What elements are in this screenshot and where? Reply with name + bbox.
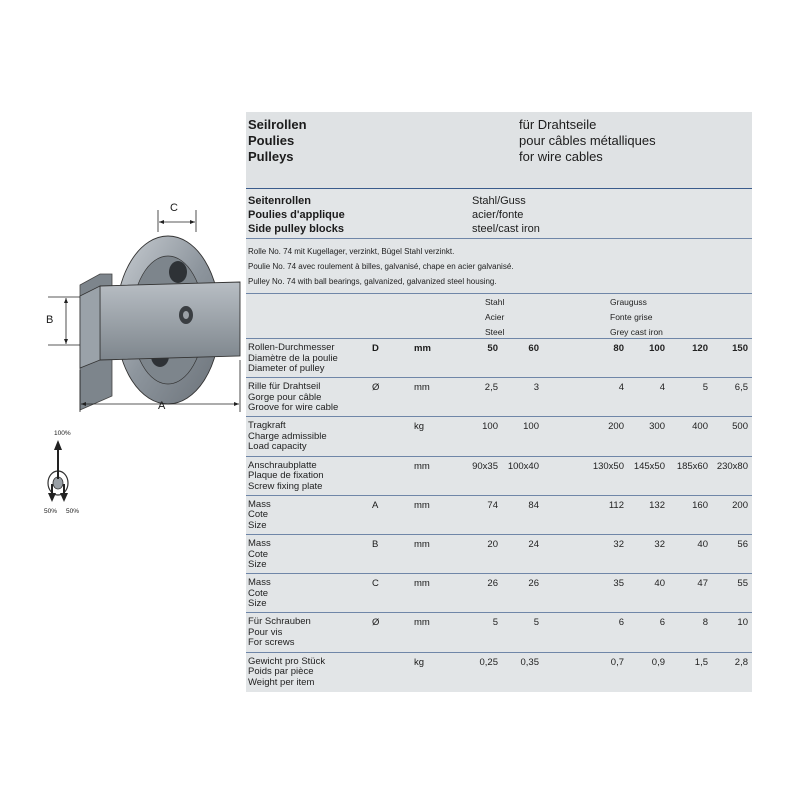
row-label-line: Rollen-Durchmesser xyxy=(248,342,335,353)
table-row xyxy=(246,575,752,614)
row-value: 55 xyxy=(737,578,748,590)
row-value: 6 xyxy=(659,617,665,629)
row-label-line: Size xyxy=(248,598,267,610)
row-symbol: D xyxy=(372,343,379,354)
row-value: 0,9 xyxy=(651,656,665,668)
rule xyxy=(246,456,752,457)
rule xyxy=(246,495,752,496)
row-label-line: Gewicht pro Stück xyxy=(248,655,326,667)
row-symbol: Ø xyxy=(372,617,380,629)
row-label-line: Diamètre de la poulie xyxy=(248,352,338,364)
row-value: 6,5 xyxy=(734,382,748,394)
group-steel: Stahl Acier Steel xyxy=(485,297,505,337)
row-unit: kg xyxy=(414,421,425,433)
row-value: 6 xyxy=(618,617,624,629)
row-value: 24 xyxy=(528,539,539,550)
row-value: 8 xyxy=(702,617,708,629)
row-value: 40 xyxy=(697,539,708,550)
row-value: 230x80 xyxy=(716,460,748,472)
row-value: 60 xyxy=(528,343,539,354)
row-value: 160 xyxy=(692,499,708,511)
rule xyxy=(246,573,752,574)
row-value: 145x50 xyxy=(633,460,665,472)
row-value: 500 xyxy=(732,421,748,433)
row-value: 35 xyxy=(613,578,624,590)
row-value: 80 xyxy=(613,343,624,354)
row-label xyxy=(248,343,388,375)
row-value: 1,5 xyxy=(694,656,708,668)
load-top-label: 100% xyxy=(54,430,71,437)
row-value: 150 xyxy=(732,343,748,354)
spec-table xyxy=(246,112,752,692)
row-value: 26 xyxy=(487,578,498,590)
title-de: Seilrollen xyxy=(248,117,307,132)
row-symbol: Ø xyxy=(372,382,380,394)
header-band xyxy=(246,112,752,189)
load-left-label: 50% xyxy=(44,508,58,515)
row-value: 40 xyxy=(654,578,665,590)
row-label-line: Für Schrauben xyxy=(248,616,311,628)
row-label-line: Cote xyxy=(248,587,269,599)
title-fr: Poulies xyxy=(248,133,295,148)
pulley-illustration xyxy=(0,0,245,560)
row-value: 100 xyxy=(482,421,498,433)
rule xyxy=(246,238,752,239)
row-label-line: Screw fixing plate xyxy=(248,480,323,492)
row-value: 20 xyxy=(487,539,498,550)
row-value: 4 xyxy=(659,382,665,394)
row-value: 32 xyxy=(654,539,665,550)
desc-fr: pour câbles métalliques xyxy=(519,133,656,148)
load-right-label: 50% xyxy=(66,508,80,515)
rule xyxy=(246,338,752,339)
mat-fr: acier/fonte xyxy=(472,209,524,221)
row-label-line: Anschraubplatte xyxy=(248,459,317,471)
rule xyxy=(246,534,752,535)
row-value: 100 xyxy=(523,421,539,433)
table-row xyxy=(246,458,752,497)
row-unit: mm xyxy=(414,578,430,590)
row-unit: mm xyxy=(414,382,430,394)
mat-en: steel/cast iron xyxy=(472,223,540,235)
row-unit: kg xyxy=(414,656,425,668)
row-value: 5 xyxy=(492,617,498,629)
row-symbol: B xyxy=(372,539,379,550)
row-value: 132 xyxy=(649,499,665,511)
row-label xyxy=(248,657,388,689)
rule xyxy=(246,293,752,294)
row-label-line: Plaque de fixation xyxy=(248,470,324,482)
table-row xyxy=(246,379,752,418)
row-value: 200 xyxy=(608,421,624,433)
row-label-line: Size xyxy=(248,559,267,570)
row-value: 0,35 xyxy=(520,656,539,668)
row-value: 400 xyxy=(692,421,708,433)
row-value: 0,7 xyxy=(610,656,624,668)
desc-de: für Drahtseile xyxy=(519,117,597,132)
table-row xyxy=(246,418,752,457)
row-value: 56 xyxy=(737,539,748,550)
row-label xyxy=(248,617,388,649)
row-label-line: Pour vis xyxy=(248,626,283,638)
rule xyxy=(246,377,752,378)
row-value: 47 xyxy=(697,578,708,590)
row-label xyxy=(248,578,388,610)
data-rows xyxy=(246,340,752,692)
row-value: 26 xyxy=(528,578,539,590)
table-row xyxy=(246,536,752,575)
row-value: 50 xyxy=(487,343,498,354)
note-fr: Poulie No. 74 avec roulement à billes, galvanisé, chape en acier galvanisé. xyxy=(248,262,514,271)
rule xyxy=(246,416,752,417)
row-label-line: Poids par pièce xyxy=(248,666,314,678)
row-value: 2,5 xyxy=(484,382,498,394)
row-label-line: Diameter of pulley xyxy=(248,363,325,374)
name-de: Seitenrollen xyxy=(248,195,311,207)
row-label-line: Cote xyxy=(248,548,269,560)
group-cast-iron: Grauguss Fonte grise Grey cast iron xyxy=(610,297,663,337)
table-row xyxy=(246,340,752,379)
row-value: 10 xyxy=(737,617,748,629)
notes xyxy=(248,244,514,289)
name-en: Side pulley blocks xyxy=(248,223,344,235)
row-value: 32 xyxy=(613,539,624,550)
row-label-line: Weight per item xyxy=(248,676,315,688)
row-value: 100x40 xyxy=(507,460,539,472)
row-value: 74 xyxy=(487,499,498,511)
row-unit: mm xyxy=(414,460,430,472)
name-fr: Poulies d'applique xyxy=(248,209,345,221)
dim-c-label: C xyxy=(170,202,178,214)
row-value: 112 xyxy=(608,499,624,511)
row-label xyxy=(248,500,388,532)
row-label-line: Load capacity xyxy=(248,441,307,453)
row-unit: mm xyxy=(414,539,430,550)
row-label-line: Gorge pour câble xyxy=(248,391,322,403)
row-label-line: Tragkraft xyxy=(248,420,286,432)
note-de: Rolle No. 74 mit Kugellager, verzinkt, Bügel Stahl verzinkt. xyxy=(248,247,455,256)
row-label-line: For screws xyxy=(248,637,295,649)
table-row xyxy=(246,497,752,536)
row-label xyxy=(248,382,388,414)
row-unit: mm xyxy=(414,343,431,354)
row-value: 200 xyxy=(732,499,748,511)
row-value: 2,8 xyxy=(734,656,748,668)
row-value: 5 xyxy=(533,617,539,629)
table-row xyxy=(246,614,752,653)
dim-b-label: B xyxy=(46,314,54,326)
row-label-line: Size xyxy=(248,519,267,531)
row-label xyxy=(248,539,388,571)
row-label xyxy=(248,421,388,453)
mat-de: Stahl/Guss xyxy=(472,195,526,207)
row-value: 100 xyxy=(649,343,665,354)
row-value: 0,25 xyxy=(479,656,498,668)
row-label-line: Cote xyxy=(248,509,269,521)
row-label-line: Charge admissible xyxy=(248,430,327,442)
row-value: 84 xyxy=(528,499,539,511)
row-label-line: Mass xyxy=(248,498,271,510)
row-value: 185x60 xyxy=(676,460,708,472)
rule xyxy=(246,612,752,613)
row-value: 300 xyxy=(649,421,665,433)
row-value: 5 xyxy=(702,382,708,394)
row-label-line: Groove for wire cable xyxy=(248,402,339,414)
rule xyxy=(246,652,752,653)
row-label-line: Mass xyxy=(248,577,271,589)
dim-a-label: A xyxy=(158,400,166,412)
row-value: 90x35 xyxy=(472,460,498,472)
row-value: 3 xyxy=(533,382,539,394)
pulley-drawing xyxy=(0,0,245,560)
table-row xyxy=(246,654,752,693)
row-value: 4 xyxy=(618,382,624,394)
row-value: 130x50 xyxy=(592,460,624,472)
note-en: Pulley No. 74 with ball bearings, galvanized, galvanized steel housing. xyxy=(248,277,497,286)
desc-en: for wire cables xyxy=(519,149,603,164)
title-en: Pulleys xyxy=(248,149,294,164)
row-label-line: Rille für Drahtseil xyxy=(248,381,321,393)
row-value: 120 xyxy=(692,343,708,354)
row-unit: mm xyxy=(414,499,430,511)
row-symbol: C xyxy=(372,578,379,590)
row-label-line: Mass xyxy=(248,538,271,549)
row-label xyxy=(248,461,388,493)
row-unit: mm xyxy=(414,617,430,629)
row-symbol: A xyxy=(372,499,379,511)
